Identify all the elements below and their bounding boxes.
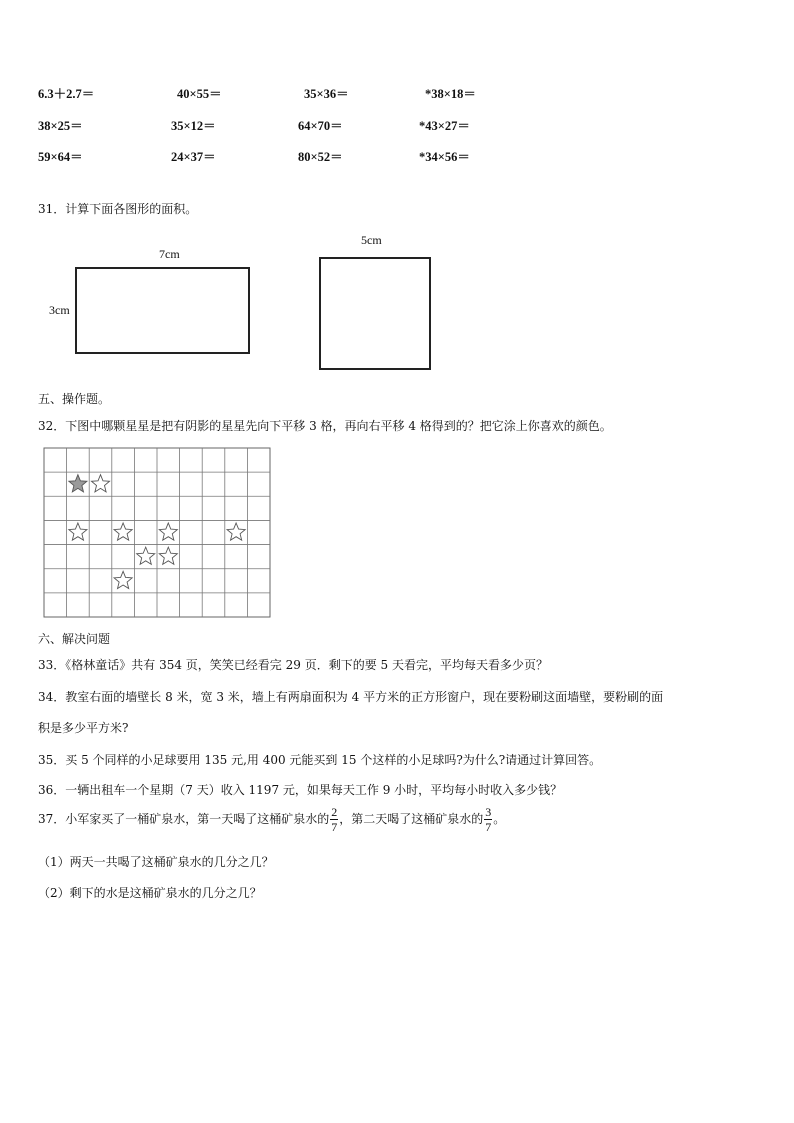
- section-6-heading: 六、解决问题: [38, 632, 111, 646]
- q37-text-2: ，第二天喝了这桶矿泉水的: [339, 812, 484, 826]
- star-grid: [43, 447, 271, 618]
- star-icon[interactable]: [114, 523, 132, 540]
- star-icon[interactable]: [114, 571, 132, 588]
- question-35: 35．买 5 个同样的小足球要用 135 元,用 400 元能买到 15 个这样的小足球吗?为什么?请通过计算回答。: [38, 753, 602, 767]
- fraction-denominator: 7: [331, 820, 338, 834]
- fraction-denominator: 7: [485, 820, 492, 834]
- calc-item: 80×52＝: [298, 150, 343, 164]
- square-shape: [319, 257, 431, 370]
- star-icon[interactable]: [159, 523, 177, 540]
- calc-item: 64×70＝: [298, 119, 343, 133]
- question-34-line-2: 积是多少平方米?: [38, 721, 129, 735]
- question-37-sub-1: （1）两天一共喝了这桶矿泉水的几分之几？: [38, 855, 274, 869]
- calc-item: *34×56＝: [419, 150, 470, 164]
- calc-item: 35×36＝: [304, 87, 349, 101]
- star-icon[interactable]: [91, 475, 109, 492]
- q37-text-3: 。: [493, 812, 506, 826]
- fraction-3-7: [484, 806, 492, 833]
- question-33: 33．《格林童话》共有 354 页，笑笑已经看完 29 页．剩下的要 5 天看完，平均每天看多少页？: [38, 658, 548, 672]
- fraction-numerator: 3: [485, 805, 492, 819]
- rectangle-shape: [75, 267, 250, 354]
- question-32: 32．下图中哪颗星星是把有阴影的星星先向下平移 3 格，再向右平移 4 格得到的？把它涂上你喜欢的颜色。: [38, 419, 612, 433]
- fraction-2-7: [330, 806, 338, 833]
- rect-width-label: 7cm: [159, 247, 180, 261]
- rect-height-label: 3cm: [49, 303, 70, 317]
- question-36: 36．一辆出租车一个星期（7 天）收入 1197 元，如果每天工作 9 小时，平均每小时收入多少钱？: [38, 783, 563, 797]
- fraction-numerator: 2: [331, 805, 338, 819]
- shaded-star-icon[interactable]: [69, 475, 87, 492]
- calc-item: 59×64＝: [38, 150, 83, 164]
- star-icon[interactable]: [137, 547, 155, 564]
- calc-item: 24×37＝: [171, 150, 216, 164]
- calc-item: *38×18＝: [425, 87, 476, 101]
- section-5-heading: 五、操作题。: [38, 392, 111, 406]
- star-icon[interactable]: [159, 547, 177, 564]
- question-34-line-1: 34．教室右面的墙壁长 8 米，宽 3 米，墙上有两扇面积为 4 平方米的正方形窗户，现在要粉刷这面墙壁，要粉刷的面: [38, 690, 664, 704]
- calc-item: 38×25＝: [38, 119, 83, 133]
- calc-item: 40×55＝: [177, 87, 222, 101]
- calc-item: *43×27＝: [419, 119, 470, 133]
- question-37: [38, 806, 505, 833]
- calc-item: 6.3＋2.7＝: [38, 87, 95, 101]
- star-icon[interactable]: [227, 523, 245, 540]
- calc-item: 35×12＝: [171, 119, 216, 133]
- question-37-sub-2: （2）剩下的水是这桶矿泉水的几分之几？: [38, 886, 262, 900]
- square-side-label: 5cm: [361, 233, 382, 247]
- star-icon[interactable]: [69, 523, 87, 540]
- question-31: 31．计算下面各图形的面积。: [38, 202, 198, 216]
- q37-text-1: 37．小军家买了一桶矿泉水，第一天喝了这桶矿泉水的: [38, 812, 330, 826]
